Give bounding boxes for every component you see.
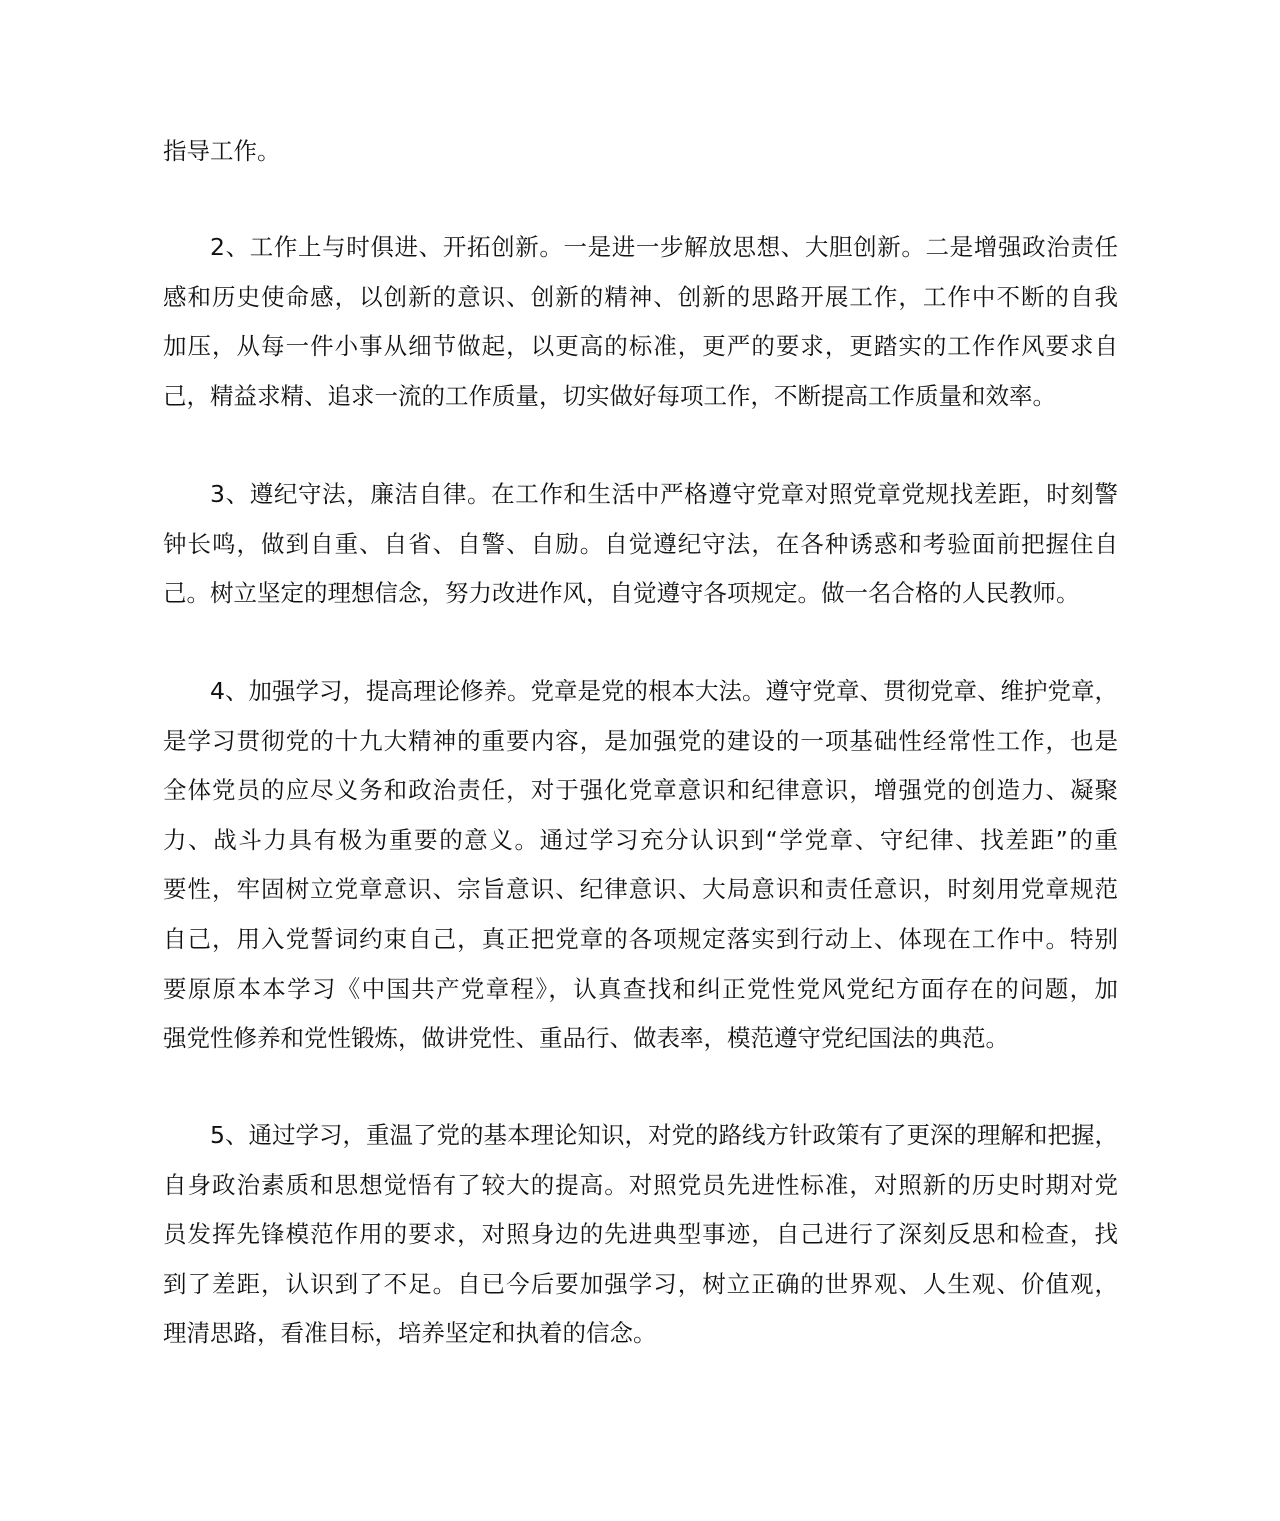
text-line: 员发挥先锋模范作用的要求，对照身边的先进典型事迹，自己进行了深刻反思和检查，找	[163, 1220, 1118, 1249]
text-line: 己，精益求精、追求一流的工作质量，切实做好每项工作，不断提高工作质量和效率。	[163, 381, 1056, 410]
paragraph	[163, 470, 1118, 619]
text-line: 是学习贯彻党的十九大精神的重要内容，是加强党的建设的一项基础性经常性工作，也是	[163, 726, 1118, 755]
text-line: 钟长鸣，做到自重、自省、自警、自励。自觉遵纪守法，在各种诱惑和考验面前把握住自	[163, 529, 1118, 558]
paragraph	[163, 127, 1118, 177]
text-line: 指导工作。	[163, 137, 281, 165]
text-line: 感和历史使命感，以创新的意识、创新的精神、创新的思路开展工作，工作中不断的自我	[163, 282, 1118, 311]
text-line: 要性，牢固树立党章意识、宗旨意识、纪律意识、大局意识和责任意识，时刻用党章规范	[163, 875, 1118, 904]
text-line: 力、战斗力具有极为重要的意义。通过学习充分认识到“学党章、守纪律、找差距”的重	[163, 825, 1118, 854]
text-line: 要原原本本学习《中国共产党章程》，认真查找和纠正党性党风党纪方面存在的问题，加	[163, 974, 1118, 1003]
text-line: 4、加强学习，提高理论修养。党章是党的根本大法。遵守党章、贯彻党章、维护党章，	[210, 677, 1118, 705]
text-line: 加压，从每一件小事从细节做起，以更高的标准，更严的要求，更踏实的工作作风要求自	[163, 332, 1118, 361]
paragraph	[163, 667, 1118, 1064]
text-line: 到了差距，认识到了不足。自已今后要加强学习，树立正确的世界观、人生观、价值观，	[163, 1269, 1118, 1298]
text-line: 3、遵纪守法，廉洁自律。在工作和生活中严格遵守党章对照党章党规找差距，时刻警	[210, 480, 1118, 508]
paragraph	[163, 223, 1118, 421]
text-line: 理清思路，看准目标，培养坚定和执着的信念。	[163, 1319, 657, 1348]
text-line: 自己，用入党誓词约束自己，真正把党章的各项规定落实到行动上、体现在工作中。特别	[163, 924, 1118, 953]
text-line: 己。树立坚定的理想信念，努力改进作风，自觉遵守各项规定。做一名合格的人民教师。	[163, 579, 1080, 608]
paragraph	[163, 1111, 1118, 1359]
text-line: 2、工作上与时俱进、开拓创新。一是进一步解放思想、大胆创新。二是增强政治责任	[210, 233, 1118, 261]
text-line: 自身政治素质和思想觉悟有了较大的提高。对照党员先进性标准，对照新的历史时期对党	[163, 1170, 1118, 1199]
text-line: 强党性修养和党性锻炼，做讲党性、重品行、做表率，模范遵守党纪国法的典范。	[163, 1024, 1009, 1053]
text-line: 全体党员的应尽义务和政治责任，对于强化党章意识和纪律意识，增强党的创造力、凝聚	[163, 776, 1118, 805]
text-line: 5、通过学习，重温了党的基本理论知识，对党的路线方针政策有了更深的理解和把握，	[210, 1121, 1118, 1149]
